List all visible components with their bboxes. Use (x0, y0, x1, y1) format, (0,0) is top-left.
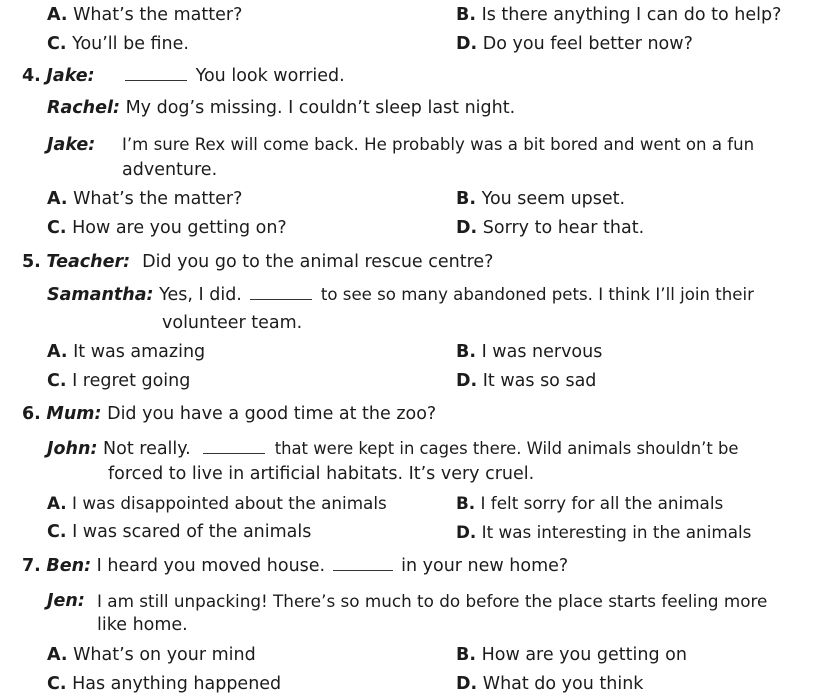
option-text: How are you getting on? (72, 218, 287, 238)
option-text: What do you think (482, 674, 644, 694)
option-letter: D. (456, 522, 477, 542)
option-a (47, 341, 205, 363)
option-text: It was interesting in the animals (481, 522, 752, 542)
option-letter: B. (456, 493, 476, 513)
option-text: It was so sad (482, 371, 597, 391)
speaker: Mum: (46, 404, 102, 424)
dialogue-continuation: adventure. (122, 160, 218, 180)
option-d (456, 673, 643, 695)
question-5-line-1 (22, 251, 493, 273)
speaker: Jen: (47, 591, 85, 611)
dialogue-text: that were kept in cages there. Wild animals shouldn’t be (274, 439, 739, 458)
option-d (456, 33, 693, 55)
option-text: You’ll be fine. (72, 34, 189, 54)
option-text: What’s the matter? (73, 5, 243, 25)
option-letter: B. (456, 342, 476, 362)
option-text: What’s on your mind (73, 645, 256, 665)
speaker: Jake: (47, 135, 96, 155)
option-c (47, 217, 287, 239)
option-d (456, 521, 751, 543)
option-text: Has anything happened (72, 674, 282, 694)
option-letter: A. (47, 342, 68, 362)
option-b (456, 492, 723, 514)
option-text: I was nervous (481, 342, 603, 362)
option-letter: C. (47, 674, 67, 694)
dialogue-text: in your new home? (401, 556, 569, 576)
option-text: Do you feel better now? (482, 34, 693, 54)
question-4-line-2 (47, 97, 515, 119)
dialogue-continuation: like home. (97, 615, 188, 635)
dialogue-text: Not really. (103, 439, 191, 459)
option-text: I was scared of the animals (72, 522, 312, 542)
question-6-line-1 (22, 403, 436, 425)
question-7-line-1 (22, 555, 568, 577)
question-6-line-2 (47, 438, 739, 460)
speaker: Rachel: (47, 98, 120, 118)
option-a (47, 644, 256, 666)
option-letter: C. (47, 34, 67, 54)
option-a (47, 4, 242, 26)
option-b (456, 341, 602, 363)
option-text: It was amazing (73, 342, 206, 362)
option-letter: B. (456, 189, 476, 209)
option-letter: C. (47, 371, 67, 391)
option-c (47, 521, 311, 543)
option-b (456, 188, 625, 210)
answer-blank (203, 439, 265, 454)
answer-blank (125, 66, 187, 81)
question-4-line-3 (47, 134, 95, 156)
dialogue-text: Did you have a good time at the zoo? (107, 404, 437, 424)
option-text: What’s the matter? (73, 189, 243, 209)
option-letter: A. (47, 5, 68, 25)
speaker: Jake: (46, 66, 95, 86)
answer-blank (333, 556, 393, 571)
answer-blank (250, 285, 312, 300)
option-letter: B. (456, 645, 476, 665)
option-letter: A. (47, 645, 68, 665)
dialogue-continuation: volunteer team. (162, 313, 303, 333)
option-text: I was disappointed about the animals (72, 493, 387, 513)
option-letter: D. (456, 674, 478, 694)
option-letter: D. (456, 218, 478, 238)
dialogue-text: to see so many abandoned pets. I think I’ll join their (320, 285, 754, 304)
dialogue-text: My dog’s missing. I couldn’t sleep last night. (125, 98, 516, 118)
option-letter: C. (47, 218, 67, 238)
question-number: 4. (22, 66, 41, 86)
dialogue-text: I heard you moved house. (96, 556, 326, 576)
question-4-line-1 (22, 65, 345, 87)
option-letter: A. (47, 189, 68, 209)
option-letter: C. (47, 522, 67, 542)
question-number: 5. (22, 252, 41, 272)
option-letter: A. (47, 493, 67, 513)
option-text: I felt sorry for all the animals (480, 493, 724, 513)
speaker: Samantha: (47, 285, 154, 305)
speaker: Ben: (46, 556, 92, 576)
option-b (456, 4, 781, 26)
dialogue-text: Did you go to the animal rescue centre? (142, 252, 494, 272)
option-a (47, 188, 242, 210)
option-a (47, 492, 387, 514)
option-text: You seem upset. (481, 189, 626, 209)
option-d (456, 217, 644, 239)
dialogue-text: You look worried. (195, 66, 345, 86)
option-c (47, 673, 281, 695)
option-c (47, 370, 190, 392)
option-letter: D. (456, 34, 478, 54)
question-number: 6. (22, 404, 41, 424)
option-letter: B. (456, 5, 476, 25)
option-c (47, 33, 189, 55)
question-5-line-2 (47, 284, 754, 306)
dialogue-text: I’m sure Rex will come back. He probably was a bit bored and went on a fun (122, 135, 755, 154)
dialogue-text: Yes, I did. (159, 285, 242, 305)
option-letter: D. (456, 371, 478, 391)
dialogue-continuation: forced to live in artificial habitats. It’s very cruel. (108, 464, 535, 484)
question-number: 7. (22, 556, 41, 576)
option-text: Is there anything I can do to help? (481, 5, 782, 25)
option-text: How are you getting on (481, 645, 687, 665)
option-text: I regret going (72, 371, 191, 391)
option-d (456, 370, 596, 392)
option-b (456, 644, 687, 666)
dialogue-text: I am still unpacking! There’s so much to do before the place starts feeling more (97, 591, 768, 611)
speaker: John: (47, 439, 98, 459)
question-7-line-2 (47, 590, 85, 612)
option-text: Sorry to hear that. (482, 218, 645, 238)
speaker: Teacher: (46, 252, 131, 272)
